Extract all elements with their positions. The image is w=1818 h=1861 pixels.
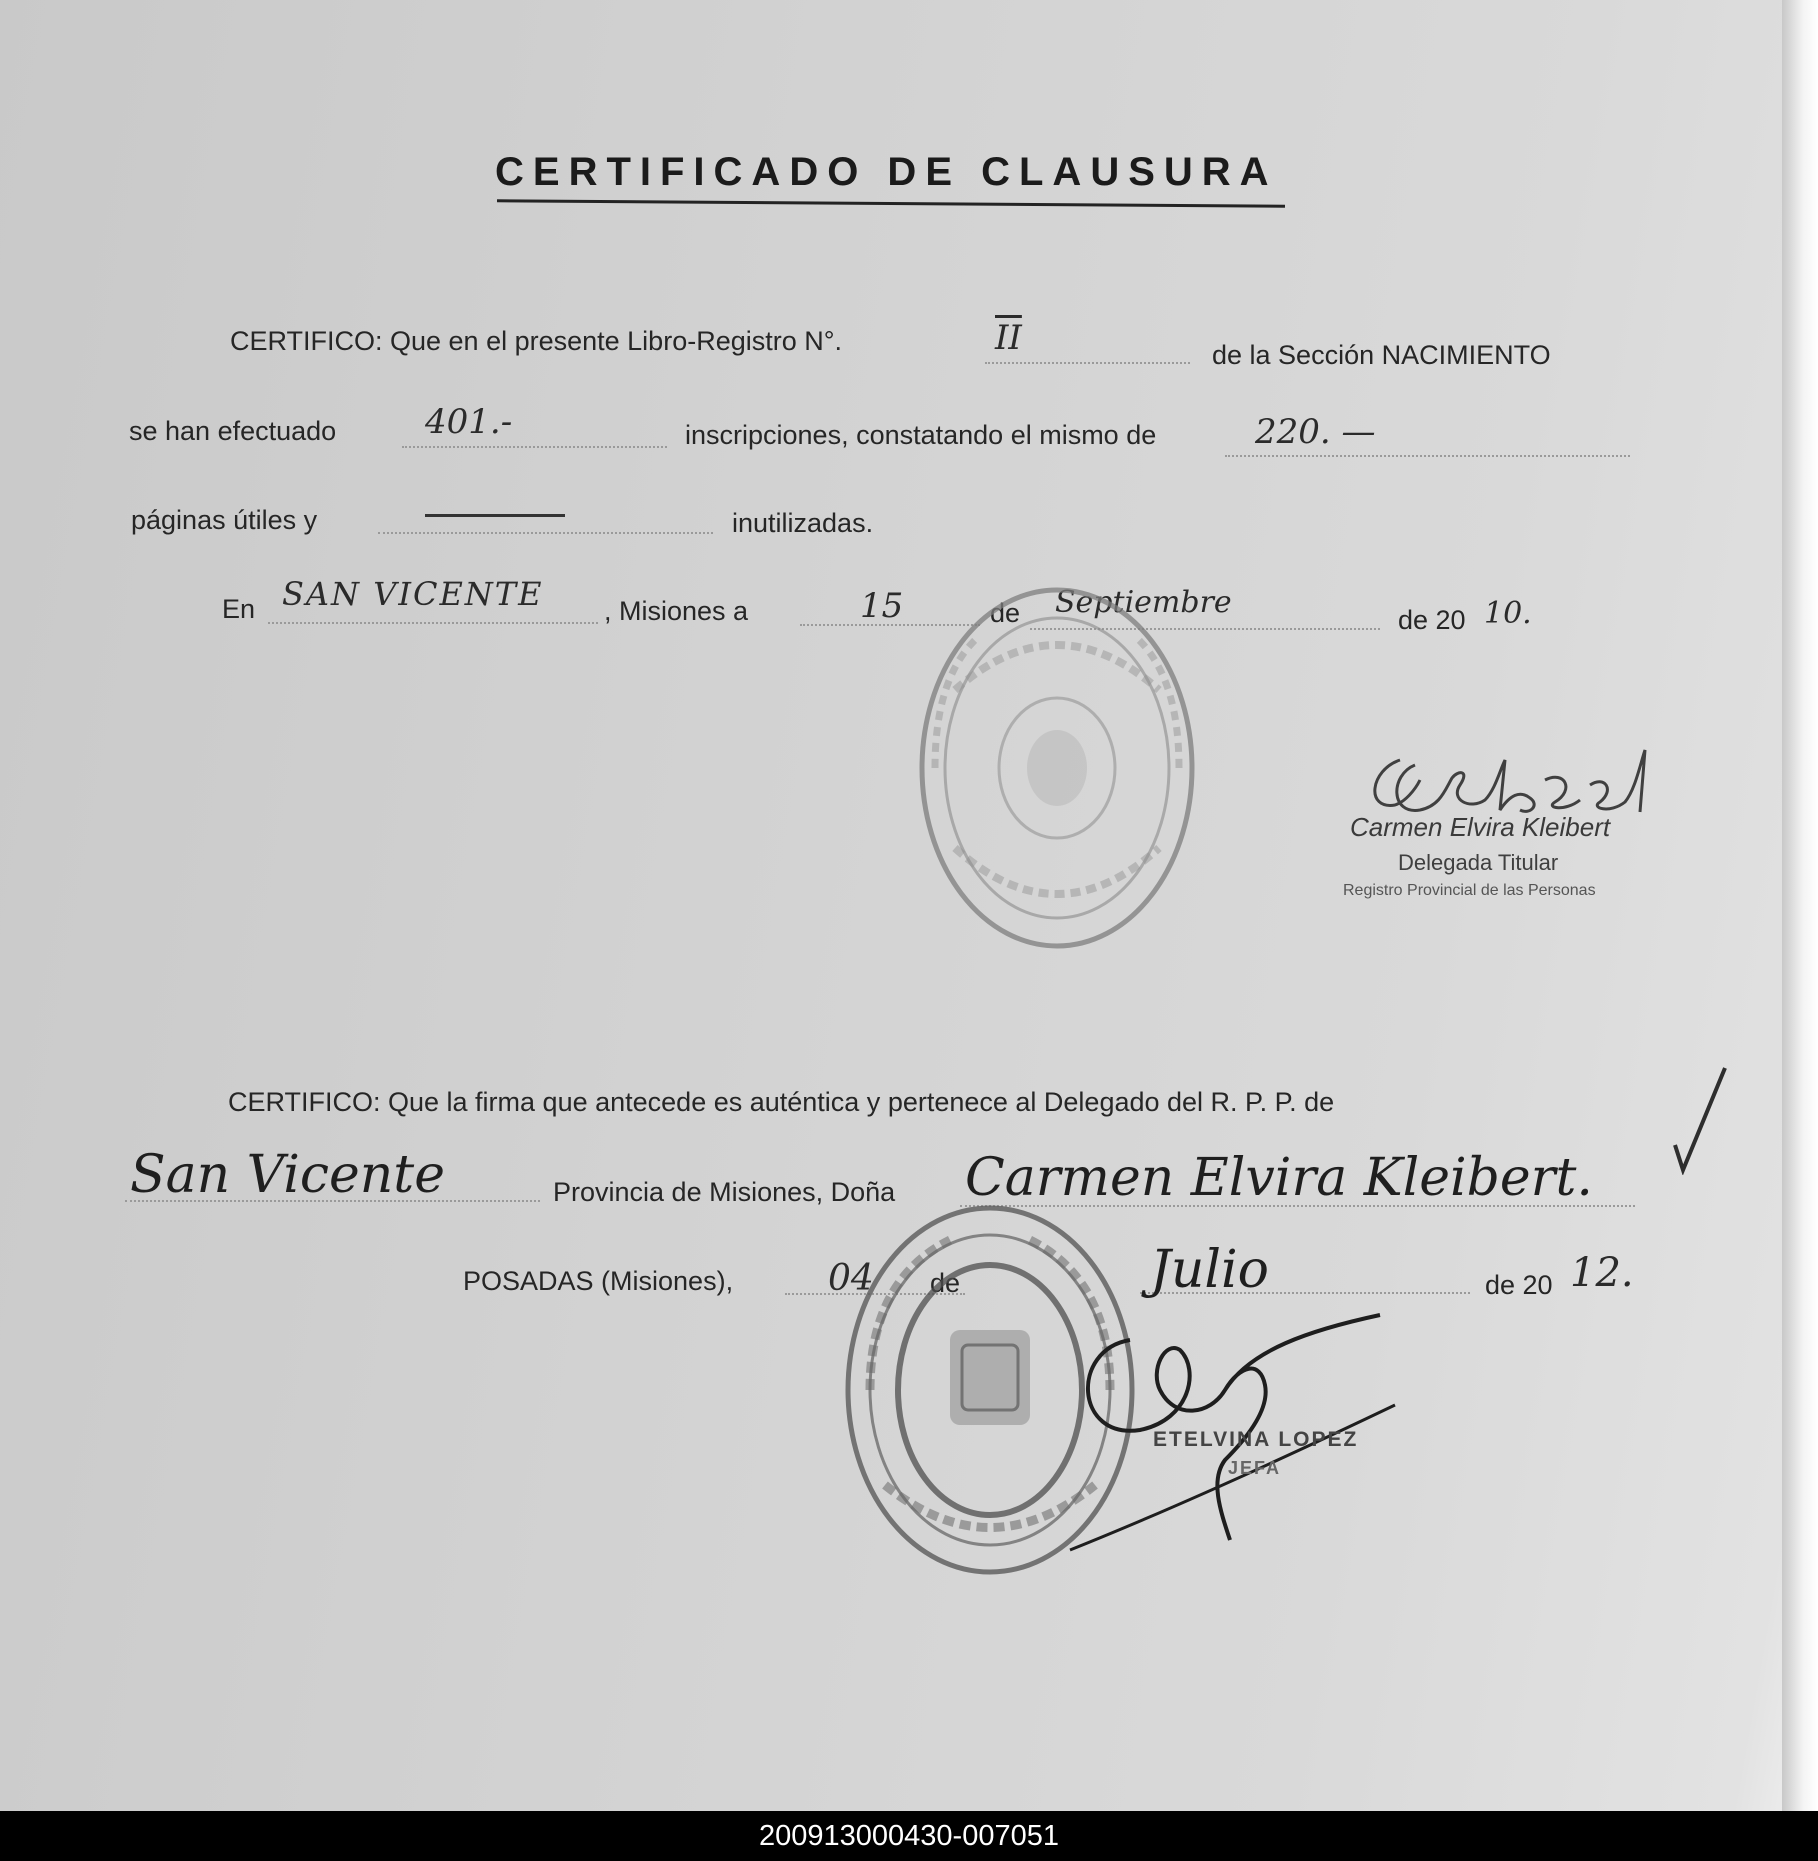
p2-month-handwritten: Julio bbox=[1150, 1240, 1269, 1300]
p1-line2-prefix: se han efectuado bbox=[129, 416, 337, 446]
p1-de-label: de bbox=[990, 598, 1021, 628]
p2-person-handwritten: Carmen Elvira Kleibert. bbox=[965, 1148, 1593, 1208]
page-edge bbox=[1782, 0, 1818, 1811]
p2-line1: CERTIFICO: Que la firma que antecede es auténtica y pertenece al Delegado del R. P. P. de bbox=[228, 1087, 1335, 1117]
day-handwritten: 15 bbox=[860, 586, 904, 626]
p1-line1-prefix: CERTIFICO: Que en el presente Libro-Registro N°. bbox=[230, 326, 843, 356]
title-underline bbox=[497, 199, 1285, 208]
month-handwritten: Septiembre bbox=[1055, 585, 1232, 620]
footer-document-id: 200913000430-007051 bbox=[0, 1811, 1818, 1861]
p2-line2-middle: Provincia de Misiones, Doña bbox=[553, 1177, 896, 1207]
p2-city-prefix: POSADAS (Misiones), bbox=[463, 1266, 734, 1296]
p2-de-label: de bbox=[930, 1268, 961, 1298]
document-title: CERTIFICADO DE CLAUSURA bbox=[495, 150, 1278, 194]
place-handwritten: SAN VICENTE bbox=[282, 575, 544, 613]
signer-2-name: ETELVINA LOPEZ bbox=[1153, 1428, 1359, 1451]
paginas-count: 220. — bbox=[1255, 412, 1376, 452]
registro-numero: $\overline{II}$ bbox=[995, 318, 1022, 358]
signer-2-role: JEFA bbox=[1228, 1458, 1282, 1478]
paginas-blank bbox=[1225, 455, 1630, 457]
p2-year-prefix: de 20 bbox=[1485, 1270, 1553, 1300]
place-blank bbox=[268, 622, 598, 624]
inutilizadas-blank bbox=[378, 532, 713, 534]
p2-day-handwritten: 04 bbox=[828, 1258, 874, 1299]
official-seal-1 bbox=[915, 580, 1200, 955]
signer-1-role: Delegada Titular bbox=[1398, 850, 1559, 875]
inutilizadas-dash bbox=[425, 514, 565, 517]
signer-1-name: Carmen Elvira Kleibert bbox=[1350, 812, 1611, 842]
p1-year-suffix: 10. bbox=[1484, 596, 1532, 631]
p2-place-handwritten: San Vicente bbox=[130, 1145, 445, 1205]
p1-place-middle: , Misiones a bbox=[604, 596, 749, 626]
inscripciones-count: 401.- bbox=[425, 402, 513, 442]
p1-line1-suffix: de la Sección NACIMIENTO bbox=[1212, 340, 1551, 370]
p1-line3-suffix: inutilizadas. bbox=[732, 508, 874, 538]
p1-line2-middle: inscripciones, constatando el mismo de bbox=[685, 420, 1157, 450]
p1-place-prefix: En bbox=[222, 594, 256, 624]
signer-1-org: Registro Provincial de las Personas bbox=[1343, 882, 1596, 899]
p1-year-prefix: de 20 bbox=[1398, 605, 1466, 635]
p2-year-suffix: 12. bbox=[1570, 1250, 1634, 1296]
inscripciones-blank bbox=[402, 446, 667, 448]
p1-line3-prefix: páginas útiles y bbox=[131, 505, 318, 535]
check-mark bbox=[1665, 1060, 1735, 1175]
registro-blank bbox=[985, 362, 1190, 364]
